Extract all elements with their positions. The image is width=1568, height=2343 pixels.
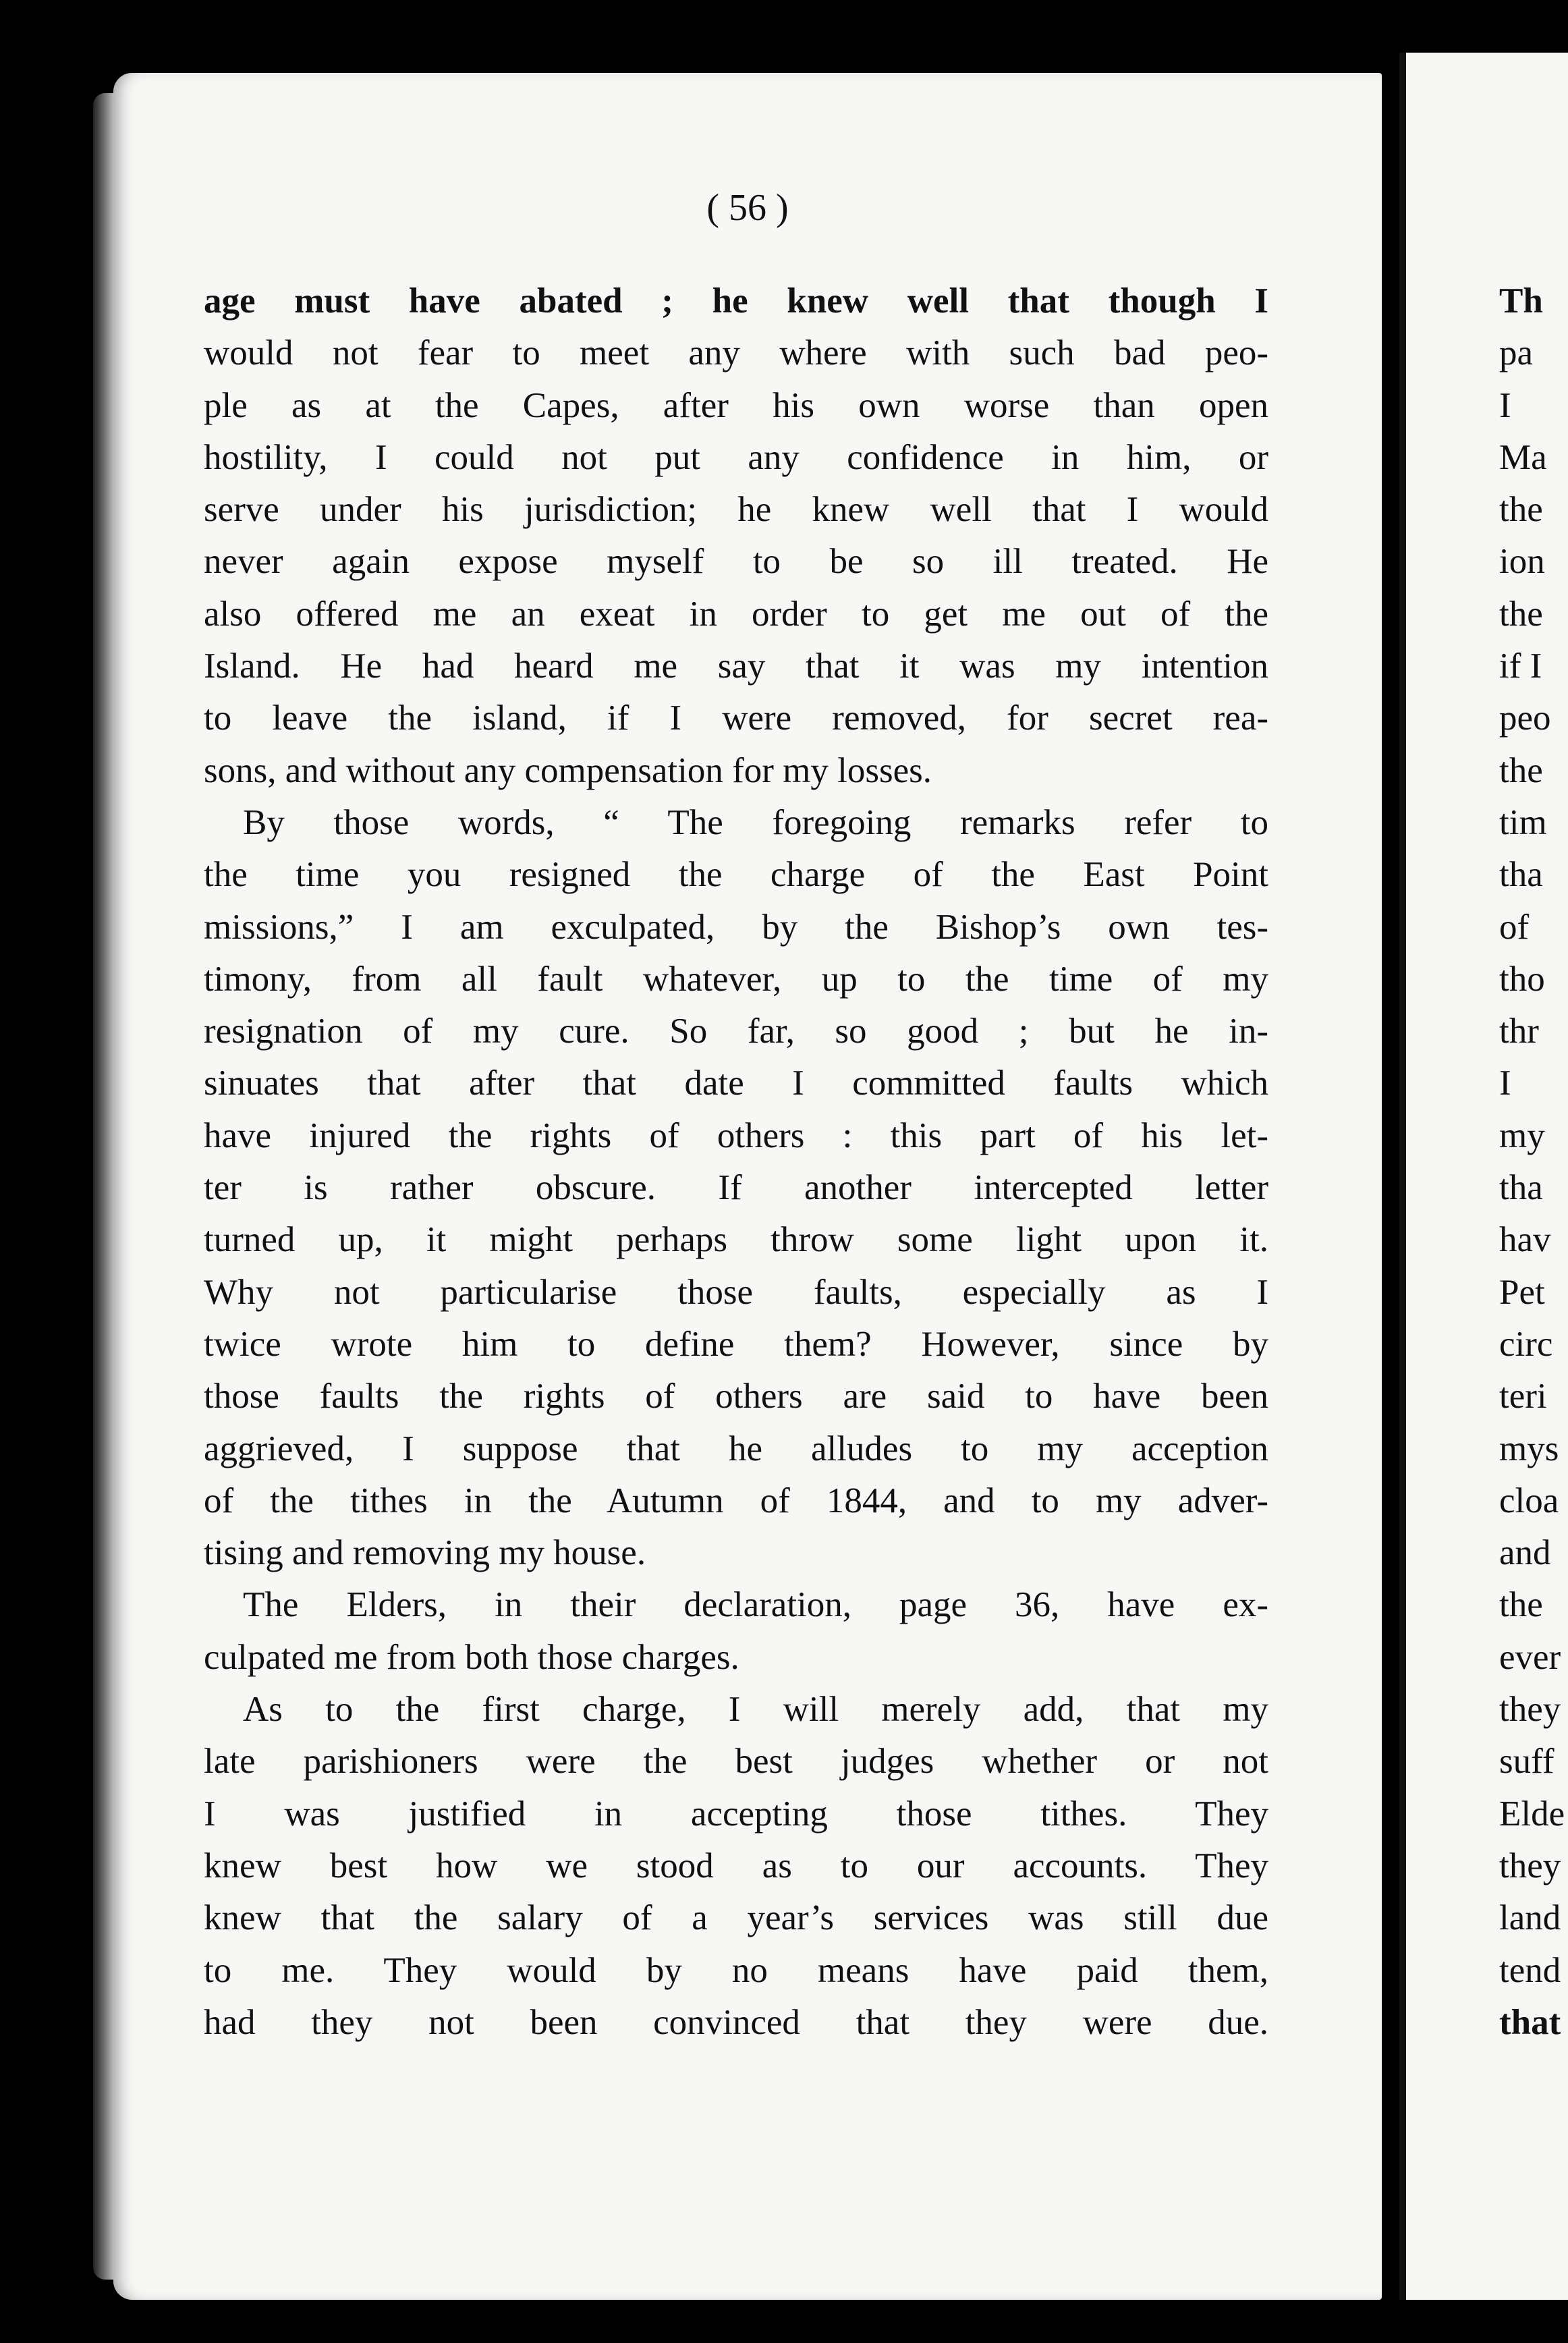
text-line: Why not particularise those faults, especially as I [204, 1272, 1268, 1312]
text-line: never again expose myself to be so ill treated. He [204, 542, 1268, 582]
facing-text-line: they [1499, 1690, 1561, 1730]
facing-text-line: peo [1499, 698, 1551, 738]
facing-text-line: cloa [1499, 1481, 1559, 1520]
text-line: knew best how we stood as to our accounts. They [204, 1846, 1268, 1885]
page-header [113, 73, 1382, 229]
facing-text-line: Elde [1499, 1794, 1565, 1834]
text-line: of the tithes in the Autumn of 1844, and to my adver- [204, 1481, 1268, 1520]
text-line: have injured the rights of others : this part of his let- [204, 1115, 1268, 1155]
facing-text-line: circ [1499, 1324, 1553, 1364]
facing-text-line: if I [1499, 646, 1542, 686]
facing-text-line: the [1499, 1585, 1543, 1625]
text-line: tising and removing my house. [204, 1533, 646, 1573]
facing-text-line: land [1499, 1898, 1561, 1938]
facing-text-line: I [1499, 385, 1511, 425]
text-line: timony, from all fault whatever, up to the time of my [204, 959, 1268, 999]
text-line: to me. They would by no means have paid them, [204, 1950, 1268, 1990]
facing-page-text [1499, 275, 1568, 2049]
facing-text-line: teri [1499, 1377, 1547, 1416]
text-line: also offered me an exeat in order to get me out of the [204, 594, 1268, 634]
text-line: I was justified in accepting those tithes. They [204, 1794, 1268, 1834]
body-text [204, 275, 1268, 2049]
text-line: to leave the island, if I were removed, for secret rea- [204, 698, 1268, 738]
text-line: serve under his jurisdiction; he knew well that I would [204, 490, 1268, 530]
facing-text-line: tim [1499, 802, 1547, 842]
text-line: the time you resigned the charge of the East Point [204, 855, 1268, 895]
text-line: As to the first charge, I will merely add, that my [243, 1690, 1268, 1730]
text-line: age must have abated ; he knew well that though I [204, 281, 1268, 321]
text-line: ple as at the Capes, after his own worse than open [204, 385, 1268, 425]
book-spine-edge [93, 93, 113, 2280]
text-line: aggrieved, I suppose that he alludes to my acception [204, 1429, 1268, 1468]
facing-text-line: tho [1499, 959, 1545, 999]
facing-text-line: my [1499, 1115, 1545, 1155]
facing-text-line: the [1499, 490, 1543, 530]
text-line: resignation of my cure. So far, so good ; but he in- [204, 1012, 1268, 1051]
text-line: turned up, it might perhaps throw some light upon it. [204, 1220, 1268, 1260]
facing-text-line: Ma [1499, 437, 1547, 477]
facing-text-line: the [1499, 750, 1543, 790]
page-number: ( 56 ) [706, 187, 789, 229]
text-line: ter is rather obscure. If another intercepted letter [204, 1168, 1268, 1208]
facing-text-line: hav [1499, 1220, 1551, 1260]
facing-text-line: tha [1499, 855, 1543, 895]
facing-text-line: I [1499, 1064, 1511, 1103]
facing-text-line: pa [1499, 333, 1534, 373]
text-line: missions,” I am exculpated, by the Bishop’s own tes- [204, 907, 1268, 947]
facing-text-line: Th [1499, 281, 1543, 321]
text-line: twice wrote him to define them? However, since by [204, 1324, 1268, 1364]
facing-text-line: thr [1499, 1012, 1539, 1051]
facing-text-line: they [1499, 1846, 1561, 1885]
text-line: late parishioners were the best judges whether or not [204, 1742, 1268, 1782]
text-line: sons, and without any compensation for my losses. [204, 750, 932, 790]
facing-text-line: that [1499, 2002, 1561, 2042]
facing-text-line: ever [1499, 1637, 1561, 1677]
facing-text-line: ion [1499, 542, 1545, 582]
facing-text-line: tha [1499, 1168, 1543, 1208]
text-line: had they not been convinced that they were due. [204, 2002, 1268, 2042]
text-line: culpated me from both those charges. [204, 1637, 739, 1677]
facing-text-line: Pet [1499, 1272, 1545, 1312]
text-line: Island. He had heard me say that it was my intention [204, 646, 1268, 686]
text-line: sinuates that after that date I committed faults which [204, 1064, 1268, 1103]
text-line: The Elders, in their declaration, page 36, have ex- [243, 1585, 1268, 1625]
text-line: hostility, I could not put any confidence in him, or [204, 437, 1268, 477]
text-line: those faults the rights of others are said to have been [204, 1377, 1268, 1416]
facing-text-line: of [1499, 907, 1530, 947]
text-line: knew that the salary of a year’s services was still due [204, 1898, 1268, 1938]
facing-text-line: the [1499, 594, 1543, 634]
facing-text-line: suff [1499, 1742, 1555, 1782]
facing-text-line: and [1499, 1533, 1551, 1573]
facing-text-line: tend [1499, 1950, 1561, 1990]
facing-text-line: mys [1499, 1429, 1559, 1468]
text-line: would not fear to meet any where with such bad peo- [204, 333, 1268, 373]
text-line: By those words, “ The foregoing remarks refer to [243, 802, 1268, 842]
